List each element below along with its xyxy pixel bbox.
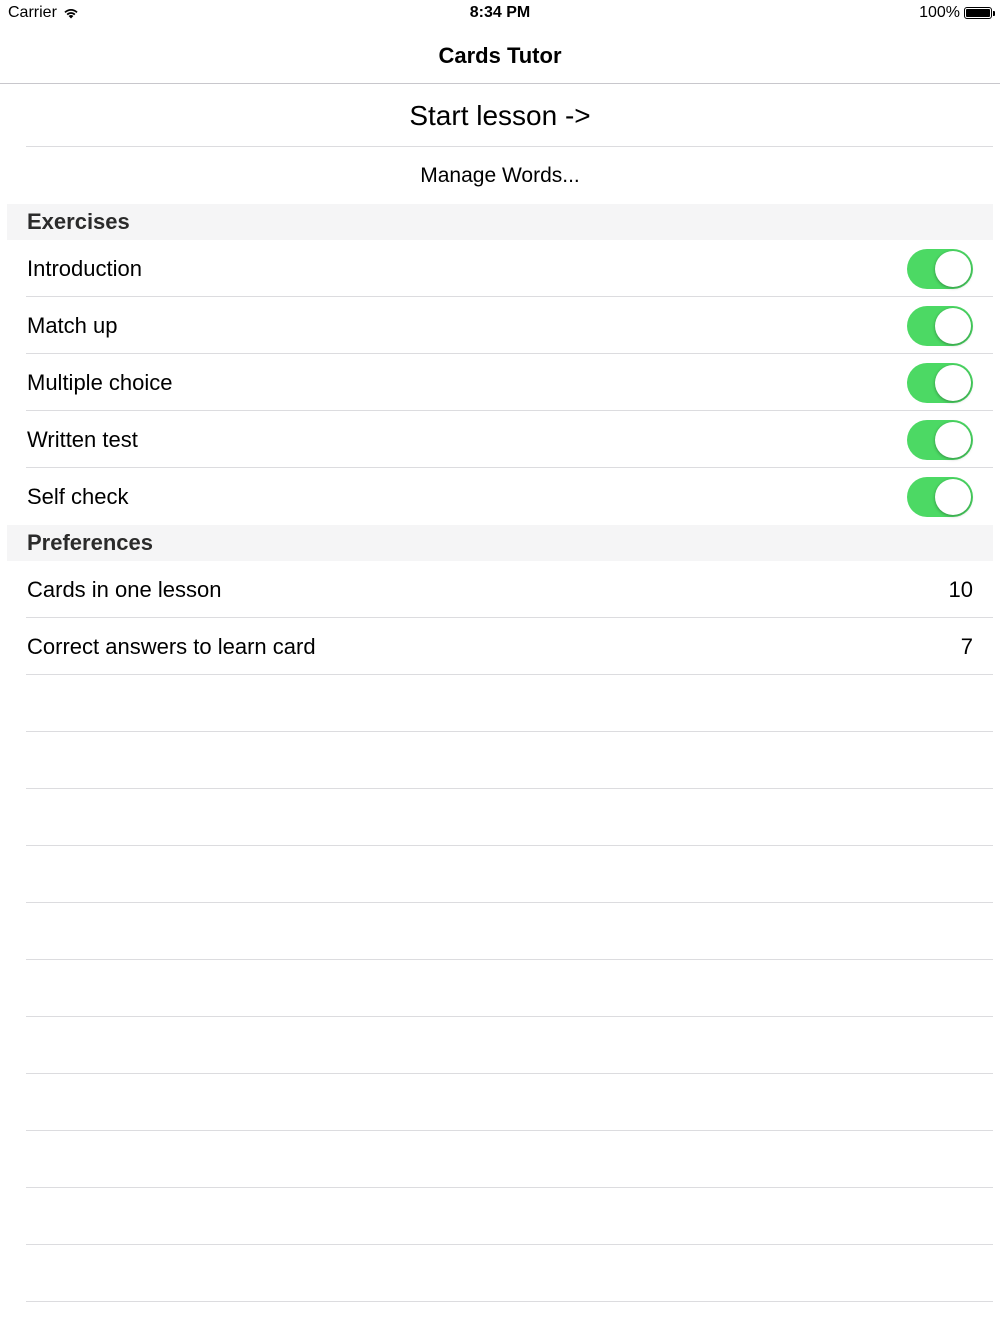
exercise-row-written-test: [0, 411, 1000, 468]
empty-row: [0, 789, 1000, 846]
preference-row-cards-in-lesson[interactable]: [0, 561, 1000, 618]
exercise-row-match-up: [0, 297, 1000, 354]
toggle-knob: [935, 479, 971, 515]
empty-row: [0, 1131, 1000, 1188]
carrier-label: Carrier: [8, 4, 57, 21]
toggle-knob: [935, 365, 971, 401]
exercise-row-multiple-choice: [0, 354, 1000, 411]
battery-status: [919, 4, 992, 22]
empty-row: [0, 1017, 1000, 1074]
empty-row: [0, 732, 1000, 789]
status-bar: [0, 0, 1000, 28]
empty-row: [0, 1245, 1000, 1302]
navigation-bar: [0, 28, 1000, 84]
battery-percent: 100%: [919, 4, 960, 21]
written-test-toggle[interactable]: [907, 420, 973, 460]
row-separator: [26, 1301, 993, 1302]
empty-row: [0, 846, 1000, 903]
empty-row: [0, 903, 1000, 960]
preferences-section-header: [7, 525, 993, 561]
start-lesson-button[interactable]: [0, 84, 1000, 147]
multiple-choice-toggle[interactable]: [907, 363, 973, 403]
preference-row-correct-answers[interactable]: [0, 618, 1000, 675]
preference-label: Cards in one lesson: [27, 576, 222, 602]
exercise-label: Written test: [27, 426, 138, 452]
status-time: 8:34 PM: [469, 4, 531, 21]
exercise-row-introduction: [0, 240, 1000, 297]
page-title: Cards Tutor: [438, 42, 562, 68]
battery-icon: [964, 7, 992, 19]
exercises-header-label: Exercises: [27, 209, 130, 234]
exercise-label: Self check: [27, 483, 129, 509]
toggle-knob: [935, 422, 971, 458]
preference-label: Correct answers to learn card: [27, 633, 316, 659]
exercise-label: Introduction: [27, 255, 142, 281]
empty-row: [0, 675, 1000, 732]
correct-answers-value[interactable]: 7: [960, 633, 973, 659]
toggle-knob: [935, 308, 971, 344]
match-up-toggle[interactable]: [907, 306, 973, 346]
toggle-knob: [935, 251, 971, 287]
exercise-row-self-check: [0, 468, 1000, 525]
self-check-toggle[interactable]: [907, 477, 973, 517]
exercise-label: Multiple choice: [27, 369, 173, 395]
settings-table: [0, 84, 1000, 1302]
manage-words-button[interactable]: [0, 147, 1000, 204]
empty-row: [0, 1074, 1000, 1131]
cards-in-lesson-value[interactable]: 10: [948, 576, 973, 602]
manage-words-label: Manage Words...: [420, 163, 580, 187]
start-lesson-label: Start lesson ->: [409, 99, 591, 131]
introduction-toggle[interactable]: [907, 249, 973, 289]
empty-row: [0, 1188, 1000, 1245]
empty-row: [0, 960, 1000, 1017]
exercises-section-header: [7, 204, 993, 240]
preferences-header-label: Preferences: [27, 530, 153, 555]
exercise-label: Match up: [27, 312, 118, 338]
